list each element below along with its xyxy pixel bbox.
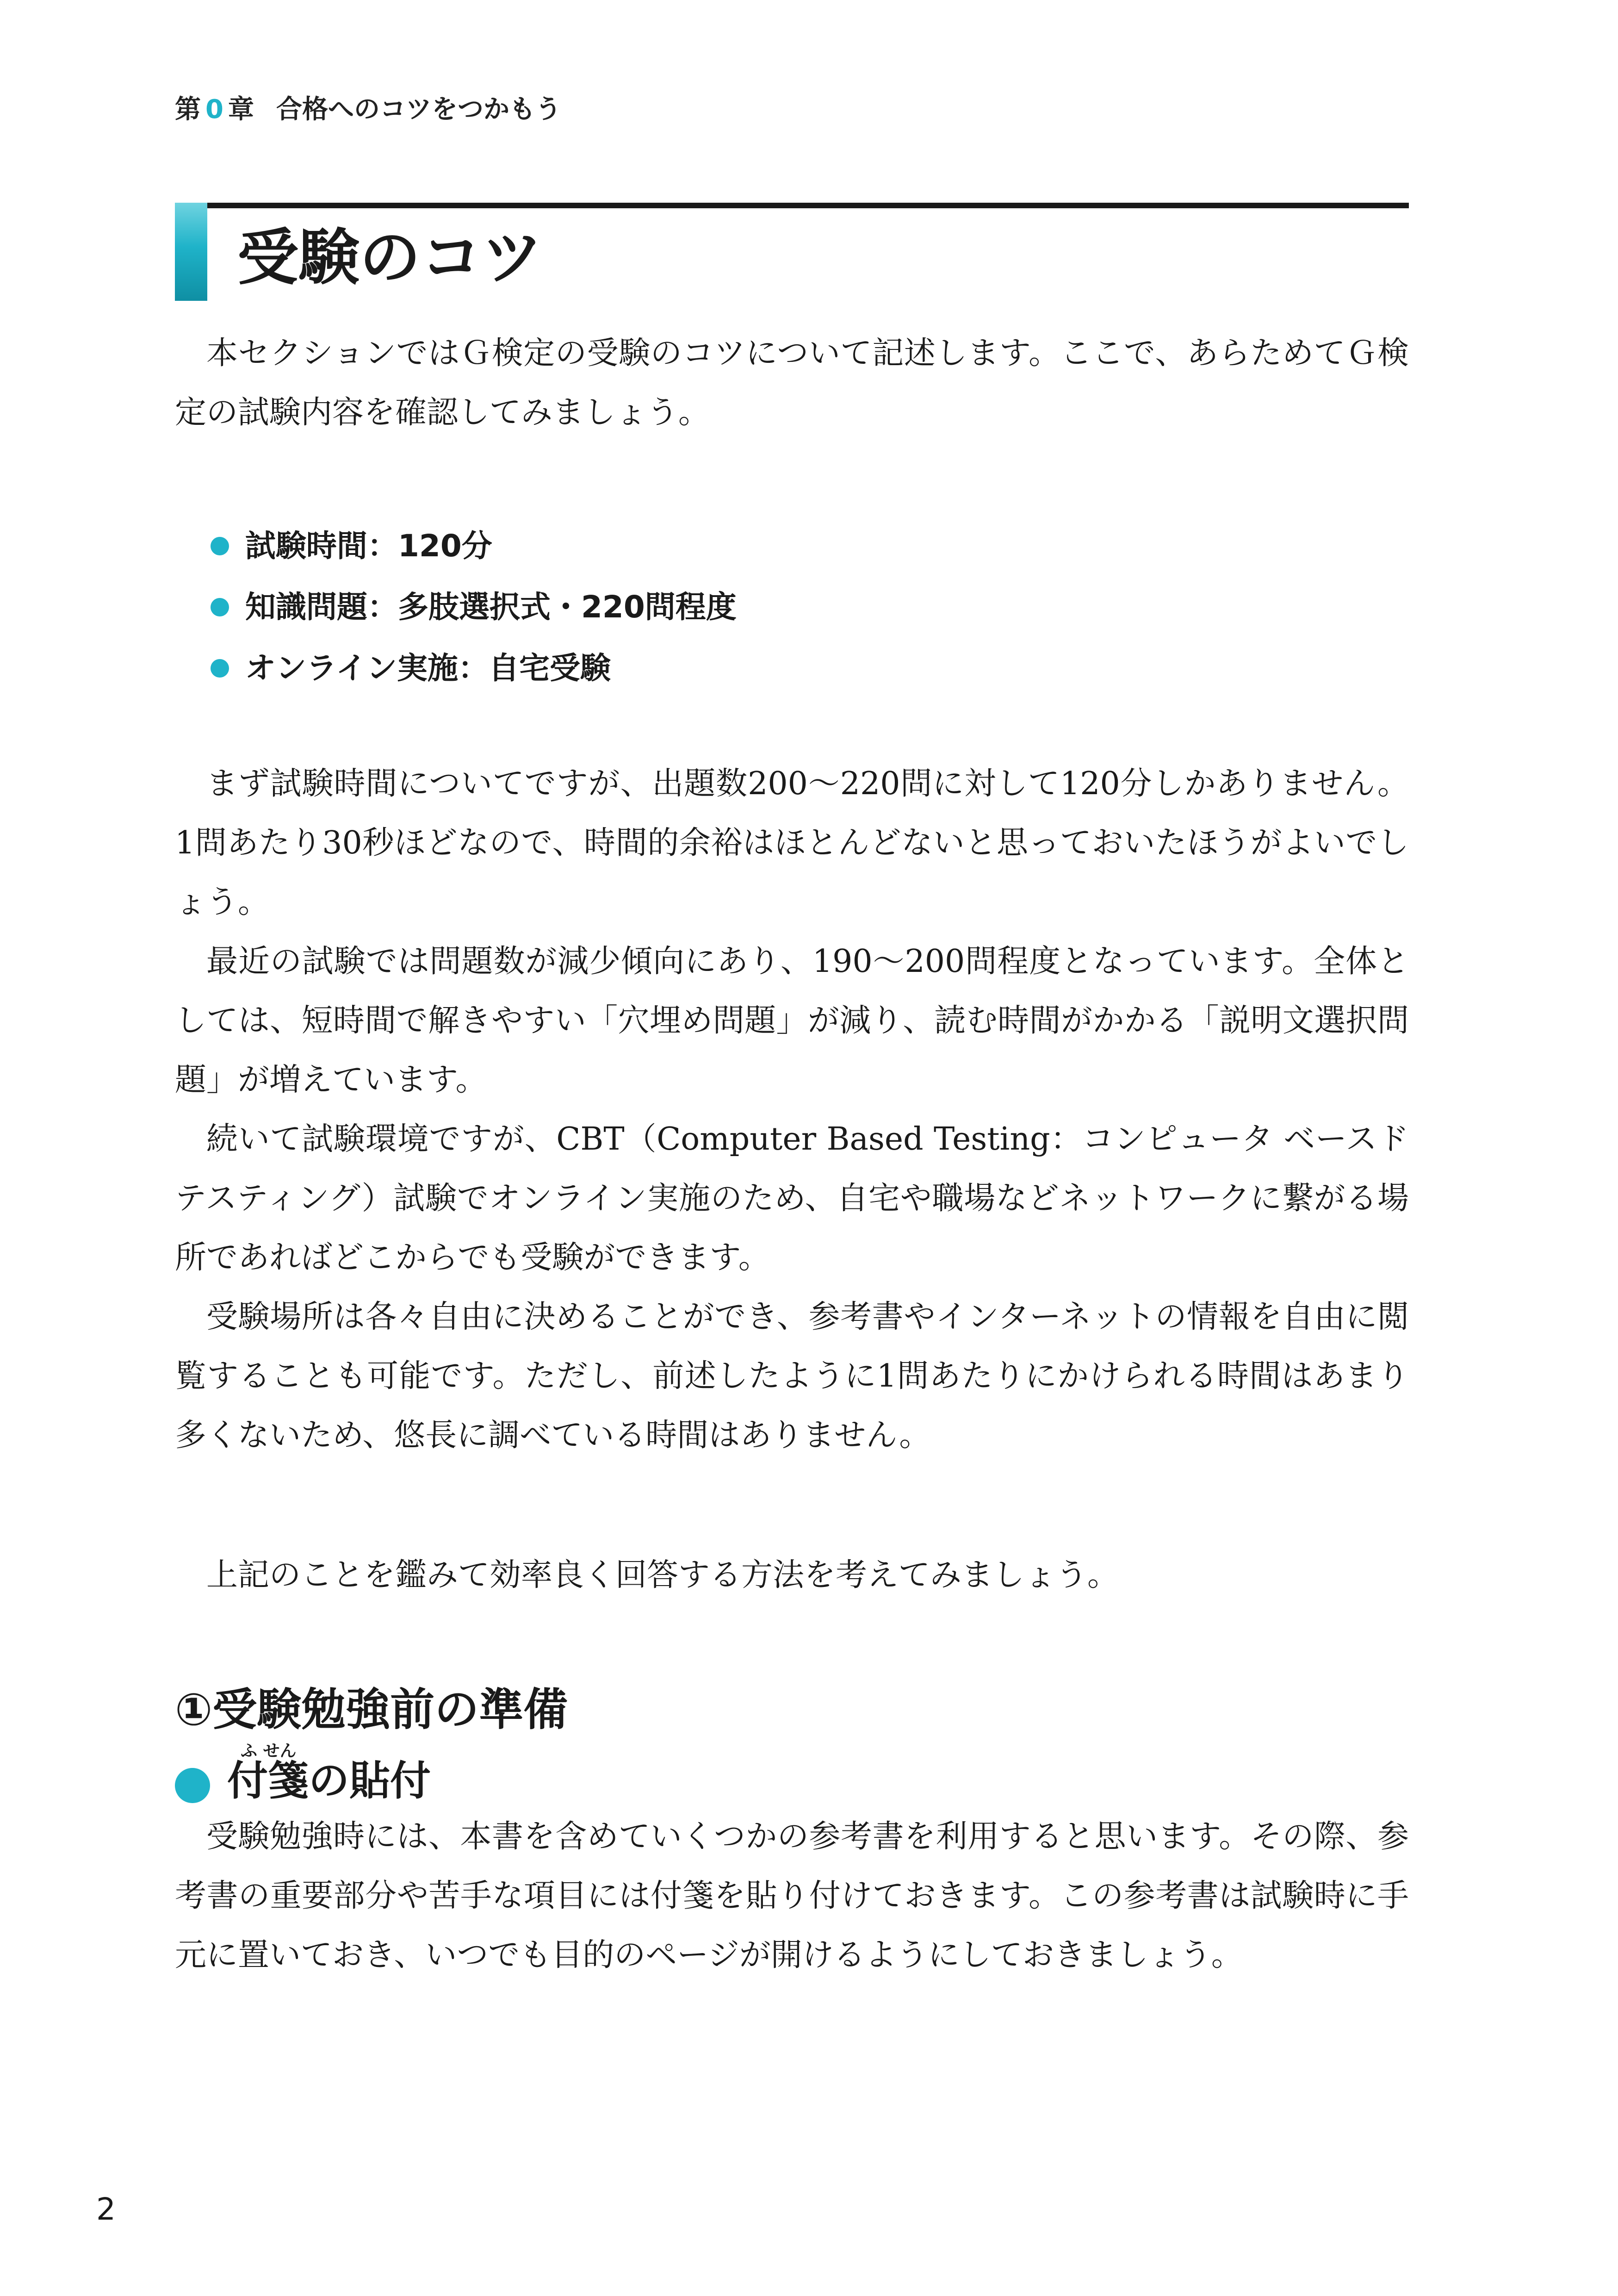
chapter-suffix: 章 — [228, 94, 254, 124]
title-accent-bar — [175, 203, 207, 301]
chapter-header — [175, 89, 561, 126]
summary-paragraph — [175, 1546, 1409, 1605]
body-paragraph: 続いて試験環境ですが、CBT（Computer Based Testing：コンピュータ ベースド テスティング）試験でオンライン実施のため、自宅や職場などネットワークに繋がる場所であればどこからでも受験ができます。 — [175, 1121, 1409, 1276]
body-paragraph: まず試験時間についてですが、出題数200〜220問に対して120分しかありません。1問あたり30秒ほどなので、時間的余裕はほとんどないと思っておいたほうがよいでしょう。 — [175, 765, 1409, 921]
intro-text: 本セクションではＧ検定の受験のコツについて記述します。ここで、あらためてＧ検定の試験内容を確認してみましょう。 — [175, 335, 1409, 431]
subsection-paragraph — [175, 1807, 1409, 1985]
bullet-item: 知識問題：多肢選択式・220問程度 — [211, 584, 737, 645]
bullet-dot-icon — [211, 659, 229, 678]
bullet-item: 試験時間：120分 — [211, 523, 737, 584]
chapter-number: 0 — [205, 94, 223, 124]
subsection-heading: ①受験勉強前の準備 — [175, 1684, 568, 1736]
body-paragraph: 最近の試験では問題数が減少傾向にあり、190〜200問程度となっています。全体としては、短時間で解きやすい「穴埋め問題」が減り、読む時間がかかる「説明文選択問題」が増えています。 — [175, 943, 1409, 1098]
body-text — [175, 754, 1409, 1465]
bullet-dot-icon — [211, 598, 229, 616]
page-number: 2 — [96, 2191, 116, 2227]
item-title: 付箋の貼付 — [227, 1757, 431, 1804]
body-paragraph: 受験場所は各々自由に決めることができ、参考書やインターネットの情報を自由に閲覧することも可能です。ただし、前述したように1問あたりにかけられる時間はあまり多くないため、悠長に調べている時間はありません。 — [175, 1299, 1409, 1454]
chapter-title: 合格へのコツをつかもう — [276, 94, 561, 124]
title-rule — [175, 203, 1409, 208]
heading-dot-icon — [175, 1768, 210, 1803]
section-title: 受験のコツ — [237, 222, 543, 293]
chapter-prefix: 第 — [175, 94, 201, 124]
bullet-dot-icon — [211, 537, 229, 555]
bullet-item: オンライン実施：自宅受験 — [211, 645, 737, 706]
ruby-reading: ふ せん — [241, 1742, 297, 1761]
subsection-text: 受験勉強時には、本書を含めていくつかの参考書を利用すると思います。その際、参考書の重要部分や苦手な項目には付箋を貼り付けておきます。この参考書は試験時に手元に置いておき、いつでも目的のページが開けるようにしておきましょう。 — [175, 1818, 1409, 1973]
bullet-list — [211, 523, 737, 706]
intro-paragraph — [175, 324, 1409, 442]
summary-text: 上記のことを鑑みて効率良く回答する方法を考えてみましょう。 — [206, 1557, 1119, 1593]
